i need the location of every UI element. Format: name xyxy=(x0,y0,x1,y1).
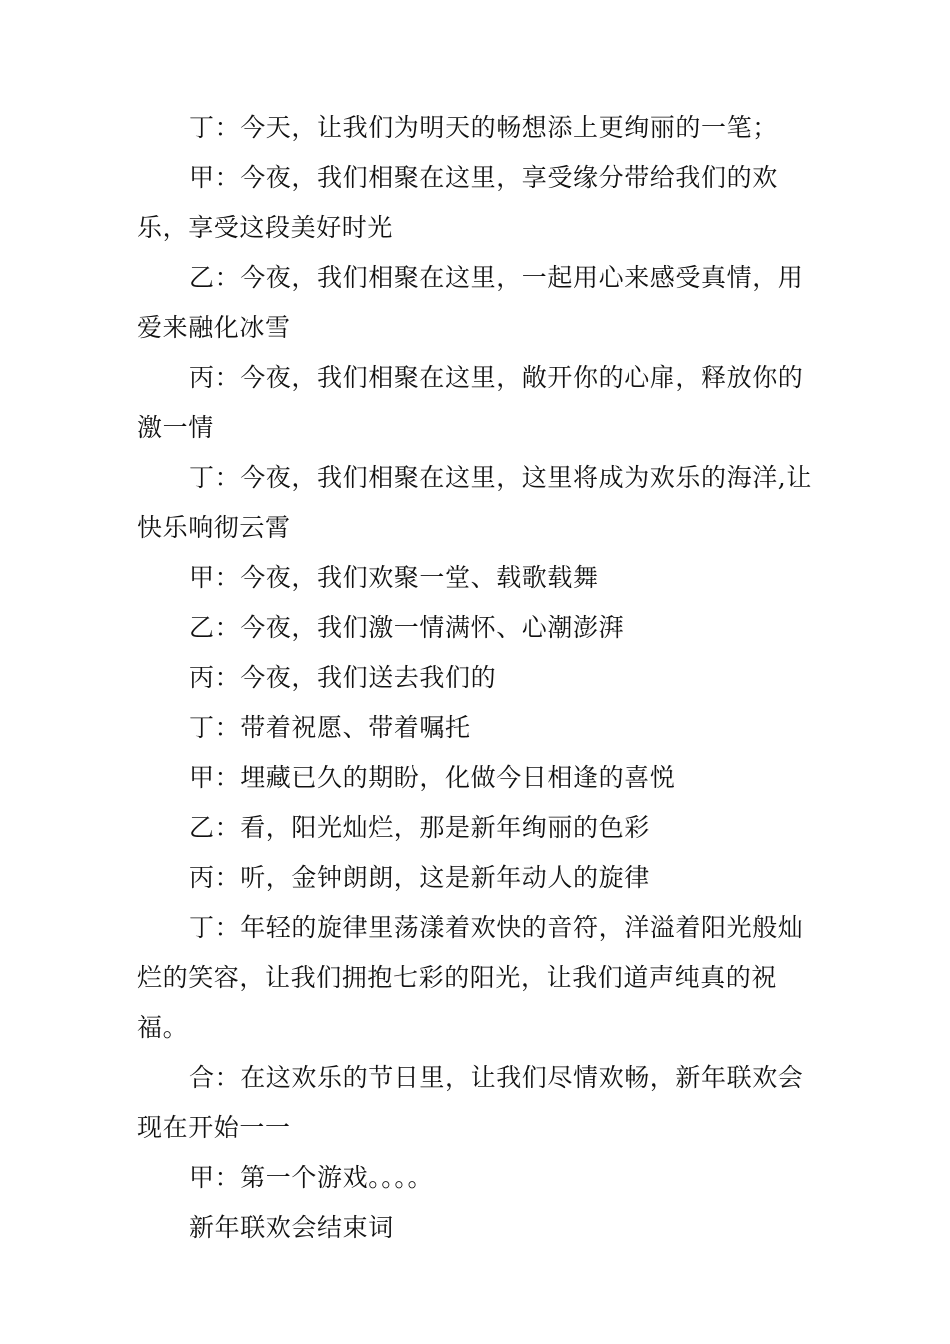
dialogue-line-ding-3: 丁：带着祝愿、带着嘱托 xyxy=(189,713,471,742)
dialogue-line-ding-4: 丁：年轻的旋律里荡漾着欢快的音符，洋溢着阳光般灿烂的笑容，让我们拥抱七彩的阳光，让我们道声纯真的祝福。 xyxy=(137,913,804,1042)
dialogue-line-bing-2: 丙：今夜，我们送去我们的 xyxy=(189,663,497,692)
dialogue-line-chorus: 合：在这欢乐的节日里，让我们尽情欢畅，新年联欢会现在开始一一 xyxy=(137,1063,804,1142)
dialogue-line-jia-4: 甲：第一个游戏。。。。 xyxy=(189,1163,434,1192)
dialogue-line-bing-1: 丙：今夜，我们相聚在这里，敞开你的心扉，释放你的激一情 xyxy=(137,363,804,442)
dialogue-line-bing-3: 丙：听，金钟朗朗，这是新年动人的旋律 xyxy=(189,863,650,892)
dialogue-line-yi-3: 乙：看，阳光灿烂，那是新年绚丽的色彩 xyxy=(189,813,650,842)
dialogue-line-jia-1: 甲：今夜，我们相聚在这里，享受缘分带给我们的欢乐，享受这段美好时光 xyxy=(137,163,778,242)
dialogue-line-jia-2: 甲：今夜，我们欢聚一堂、载歌载舞 xyxy=(189,563,599,592)
dialogue-line-yi-1: 乙：今夜，我们相聚在这里，一起用心来感受真情，用爱来融化冰雪 xyxy=(137,263,804,342)
section-heading: 新年联欢会结束词 xyxy=(189,1213,394,1242)
dialogue-line-ding-1: 丁：今天，让我们为明天的畅想添上更绚丽的一笔； xyxy=(189,113,778,142)
dialogue-line-yi-2: 乙：今夜，我们激一情满怀、心潮澎湃 xyxy=(189,613,625,642)
document-body xyxy=(137,103,817,1253)
dialogue-line-jia-3: 甲：埋藏已久的期盼，化做今日相逢的喜悦 xyxy=(189,763,676,792)
dialogue-line-ding-2: 丁：今夜，我们相聚在这里，这里将成为欢乐的海洋,让快乐响彻云霄 xyxy=(137,463,812,542)
